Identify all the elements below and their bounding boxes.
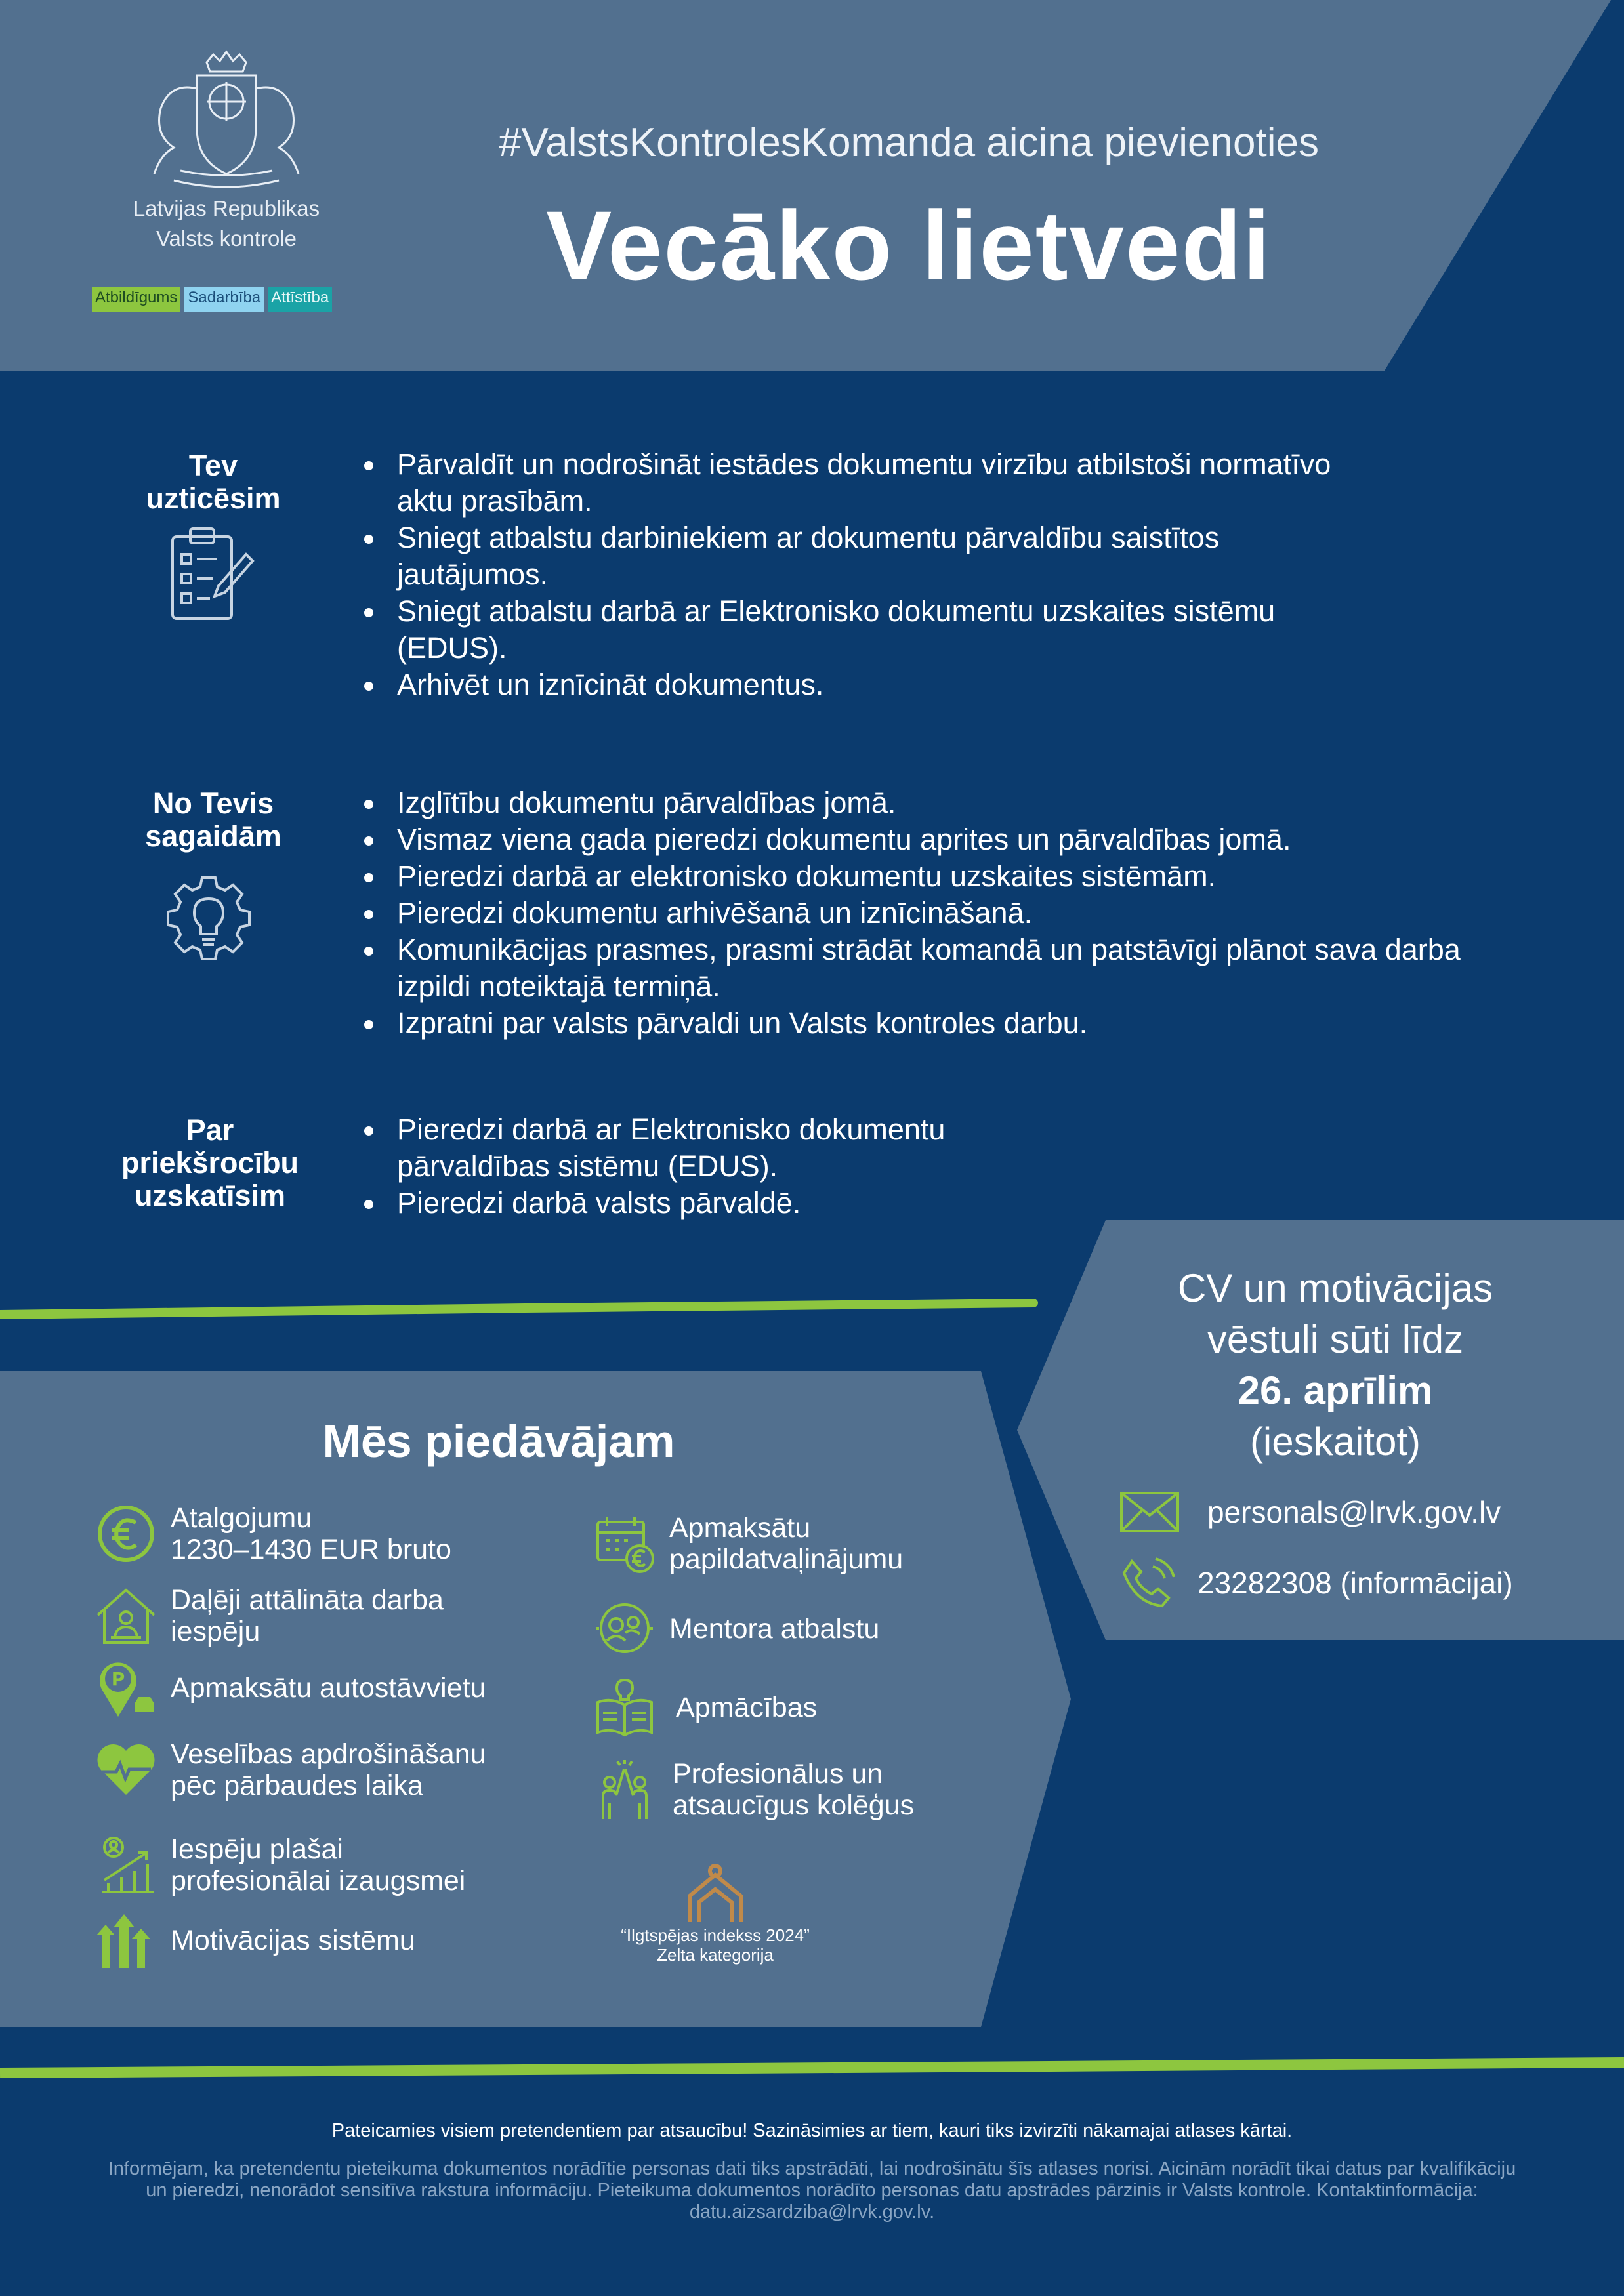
value-tag-development: Attīstība xyxy=(268,287,332,312)
list-item: Pieredzi darbā ar elektronisko dokumentu uzskaites sistēmām. xyxy=(361,858,1503,895)
offer-title: Mēs piedāvājam xyxy=(322,1416,675,1467)
phone-icon xyxy=(1119,1555,1178,1610)
email-address[interactable]: personals@lrvk.gov.lv xyxy=(1207,1495,1501,1529)
list-item: Pieredzi darbā valsts pārvaldē. xyxy=(361,1185,1083,1221)
euro-coin-icon xyxy=(95,1503,157,1565)
sustainability-badge xyxy=(591,1863,840,1965)
org-name-line2: Valsts kontrole xyxy=(156,226,297,251)
envelope-icon xyxy=(1119,1489,1181,1535)
offer-item xyxy=(95,1656,486,1719)
offer-item xyxy=(95,1909,415,1971)
cv-deadline: 26. aprīlim xyxy=(1238,1368,1433,1412)
arrows-up-icon xyxy=(95,1909,157,1971)
coat-of-arms-icon xyxy=(135,49,318,194)
section-title-line: priekšrocību xyxy=(121,1146,299,1179)
privacy-notice: Informējam, ka pretendentu pieteikuma dokumentos norādītie personas dati tiks apstrādāti, lai nodrošinātu šīs atlases norisi. Aicinām norādīt tikai datus par kvalifikāciju un pieredzi, nenorādot sensitīva rakstura informāciju. Pieteikuma dokumentos norādīto personas datu apstrādes pārzinis ir Valsts kontrole. Kontaktinformācija: datu.aizsardziba@lrvk.gov.lv. xyxy=(108,2158,1516,2223)
mentor-icon xyxy=(594,1597,656,1660)
colleagues-high-five-icon xyxy=(594,1759,656,1821)
offer-text: Iespēju plašai xyxy=(171,1834,343,1865)
calendar-euro-icon xyxy=(594,1513,656,1575)
list-item: Vismaz viena gada pieredzi dokumentu aprites un pārvaldības jomā. xyxy=(361,821,1503,858)
offer-text: atsaucīgus kolēģus xyxy=(673,1790,915,1821)
badge-text: “Ilgtspējas indekss 2024” xyxy=(621,1925,810,1945)
section-title-line: Par xyxy=(186,1113,234,1147)
value-tag-cooperation: Sadarbība xyxy=(184,287,264,312)
offer-item xyxy=(594,1597,879,1660)
offer-text: pēc pārbaudes laika xyxy=(171,1770,423,1801)
badge-text: Zelta kategorija xyxy=(657,1945,774,1965)
offer-text: 1230–1430 EUR bruto xyxy=(171,1534,451,1565)
page-title: Vecāko lietvedi xyxy=(546,190,1272,300)
section-title-tasks xyxy=(98,449,328,515)
offer-text: Apmācības xyxy=(676,1691,818,1723)
offer-text: iespēju xyxy=(171,1616,260,1647)
green-divider-bottom xyxy=(0,2053,1624,2086)
offer-item xyxy=(95,1738,486,1801)
cv-line: CV un motivācijas xyxy=(1177,1266,1493,1310)
requirements-list xyxy=(361,785,1503,1042)
tasks-list xyxy=(361,446,1385,703)
phone-number[interactable]: 23282308 (informācijai) xyxy=(1197,1565,1513,1600)
cv-instructions xyxy=(1089,1263,1581,1467)
value-tag-responsibility: Atbildīgums xyxy=(92,287,180,312)
list-item: Pieredzi dokumentu arhivēšanā un iznīcināšanā. xyxy=(361,895,1503,932)
list-item: Komunikācijas prasmes, prasmi strādāt komandā un patstāvīgi plānot sava darba izpildi noteiktajā termiņā. xyxy=(361,932,1499,1005)
parking-pin-icon xyxy=(95,1656,157,1719)
offer-text: Apmaksātu xyxy=(669,1512,811,1544)
book-lightbulb-icon xyxy=(594,1676,656,1738)
section-title-requirements xyxy=(98,787,328,853)
offer-item xyxy=(594,1758,914,1821)
clipboard-checklist-icon xyxy=(167,525,256,623)
svg-text:P: P xyxy=(111,1668,125,1690)
offer-text: profesionālai izaugsmei xyxy=(171,1865,466,1896)
house-badge-icon xyxy=(686,1863,745,1925)
gear-lightbulb-icon xyxy=(163,872,255,964)
list-item: Izpratni par valsts pārvaldi un Valsts kontroles darbu. xyxy=(361,1005,1503,1042)
logo xyxy=(92,49,361,325)
heart-pulse-icon xyxy=(95,1739,157,1801)
cv-line: (ieskaitot) xyxy=(1249,1420,1421,1464)
offer-text: Profesionālus un xyxy=(673,1758,883,1790)
phone-contact xyxy=(1119,1555,1513,1610)
section-title-line: uzticēsim xyxy=(146,482,281,515)
email-contact xyxy=(1119,1489,1501,1535)
values-tags xyxy=(92,287,332,312)
offer-item xyxy=(95,1584,444,1647)
thanks-note: Pateicamies visiem pretendentiem par atsaucību! Sazināsimies ar tiem, kauri tiks izvirzīti nākamajai atlases kārtai. xyxy=(331,2120,1293,2141)
offer-text: Atalgojumu xyxy=(171,1502,312,1534)
home-office-icon xyxy=(95,1585,157,1647)
list-item: Sniegt atbalstu darbiniekiem ar dokumentu pārvaldību saistītos jautājumos. xyxy=(361,520,1316,593)
org-name-line1: Latvijas Republikas xyxy=(133,196,320,220)
offer-text: Daļēji attālināta darba xyxy=(171,1584,444,1616)
list-item: Izglītību dokumentu pārvaldības jomā. xyxy=(361,785,1503,821)
list-item: Sniegt atbalstu darbā ar Elektronisko dokumentu uzskaites sistēmu (EDUS). xyxy=(361,593,1348,666)
list-item: Arhivēt un iznīcināt dokumentus. xyxy=(361,666,1385,703)
section-title-advantages xyxy=(79,1114,341,1212)
growth-chart-icon xyxy=(95,1834,157,1896)
section-title-line: Tev xyxy=(188,449,238,482)
offer-text: Apmaksātu autostāvvietu xyxy=(171,1671,486,1704)
green-divider-top xyxy=(0,1299,1050,1325)
offer-item xyxy=(594,1512,903,1575)
offer-text: papildatvaļinājumu xyxy=(669,1544,904,1575)
offer-text: Veselības apdrošināšanu xyxy=(171,1738,486,1770)
offer-item xyxy=(594,1676,817,1738)
offer-item xyxy=(95,1834,465,1896)
cv-line: vēstuli sūti līdz xyxy=(1207,1317,1464,1361)
list-item: Pārvaldīt un nodrošināt iestādes dokumentu virzību atbilstoši normatīvo aktu prasībām. xyxy=(361,446,1368,520)
offer-text: Mentora atbalstu xyxy=(669,1612,880,1645)
offer-text: Motivācijas sistēmu xyxy=(171,1924,415,1956)
section-title-line: sagaidām xyxy=(145,819,281,853)
advantages-list xyxy=(361,1111,1083,1221)
section-title-line: No Tevis xyxy=(152,787,274,820)
section-title-line: uzskatīsim xyxy=(134,1179,286,1212)
hashtag: #ValstsKontrolesKomanda aicina pievienoties xyxy=(499,120,1319,165)
list-item: Pieredzi darbā ar Elektronisko dokumentu pārvaldības sistēmu (EDUS). xyxy=(361,1111,1083,1185)
offer-item xyxy=(95,1502,451,1565)
